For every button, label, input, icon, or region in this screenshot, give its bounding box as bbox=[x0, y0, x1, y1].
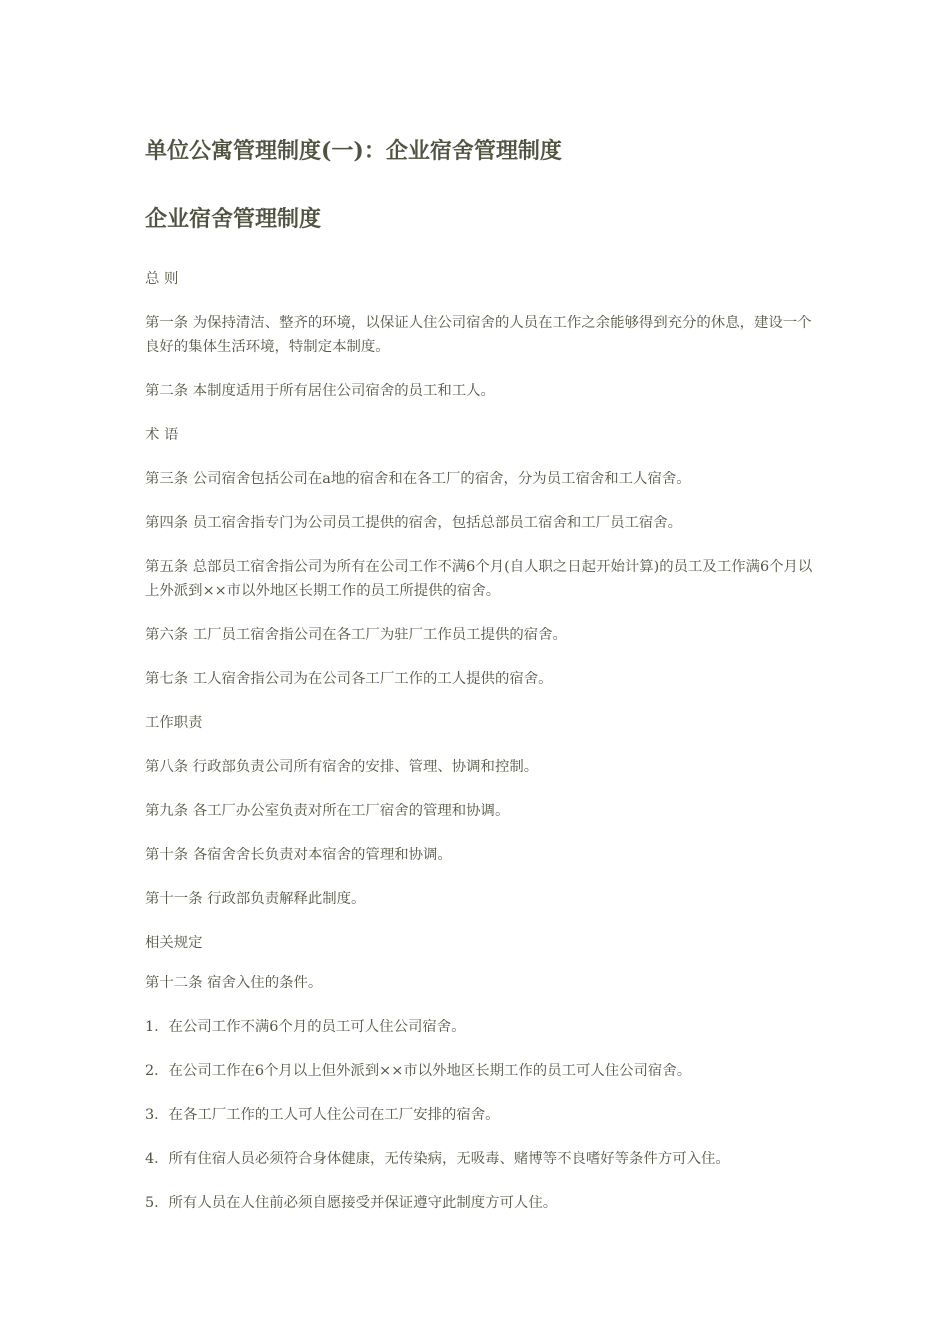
article-5: 第五条 总部员工宿舍指公司为所有在公司工作不满6个月(自人职之日起开始计算)的员工及工作满6个月以上外派到××市以外地区长期工作的员工所提供的宿舍。 bbox=[145, 559, 813, 599]
document-title: 单位公寓管理制度(一)：企业宿舍管理制度 bbox=[145, 138, 562, 164]
article-1: 第一条 为保持清洁、整齐的环境，以保证人住公司宿舍的人员在工作之余能够得到充分的休息，建设一个良好的集体生活环境，特制定本制度。 bbox=[145, 315, 812, 355]
article-10: 第十条 各宿舍舍长负责对本宿舍的管理和协调。 bbox=[145, 847, 452, 863]
section-heading-duties: 工作职责 bbox=[145, 715, 203, 731]
list-item: 2．在公司工作在6个月以上但外派到××市以外地区长期工作的员工可人住公司宿舍。 bbox=[145, 1063, 692, 1079]
list-item: 1．在公司工作不满6个月的员工可人住公司宿舍。 bbox=[145, 1019, 466, 1035]
section-heading-rules: 相关规定 bbox=[145, 935, 203, 951]
article-7: 第七条 工人宿舍指公司为在公司各工厂工作的工人提供的宿舍。 bbox=[145, 671, 553, 687]
article-2: 第二条 本制度适用于所有居住公司宿舍的员工和工人。 bbox=[145, 383, 495, 399]
list-item: 3．在各工厂工作的工人可人住公司在工厂安排的宿舍。 bbox=[145, 1107, 500, 1123]
article-11: 第十一条 行政部负责解释此制度。 bbox=[145, 891, 366, 907]
list-item: 5．所有人员在人住前必须自愿接受并保证遵守此制度方可人住。 bbox=[145, 1195, 558, 1211]
section-heading-general: 总 则 bbox=[145, 271, 179, 287]
document-subtitle: 企业宿舍管理制度 bbox=[145, 206, 322, 232]
article-9: 第九条 各工厂办公室负责对所在工厂宿舍的管理和协调。 bbox=[145, 803, 510, 819]
section-heading-terms: 术 语 bbox=[145, 427, 179, 443]
article-12: 第十二条 宿舍入住的条件。 bbox=[145, 975, 323, 991]
article-3: 第三条 公司宿舍包括公司在a地的宿舍和在各工厂的宿舍，分为员工宿舍和工人宿舍。 bbox=[145, 471, 691, 487]
list-item: 4．所有住宿人员必须符合身体健康，无传染病，无吸毒、赌博等不良嗜好等条件方可入住。 bbox=[145, 1151, 730, 1167]
article-8: 第八条 行政部负责公司所有宿舍的安排、管理、协调和控制。 bbox=[145, 759, 539, 775]
article-4: 第四条 员工宿舍指专门为公司员工提供的宿舍，包括总部员工宿舍和工厂员工宿舍。 bbox=[145, 515, 683, 531]
document-body bbox=[145, 135, 825, 1235]
article-6: 第六条 工厂员工宿舍指公司在各工厂为驻厂工作员工提供的宿舍。 bbox=[145, 627, 567, 643]
